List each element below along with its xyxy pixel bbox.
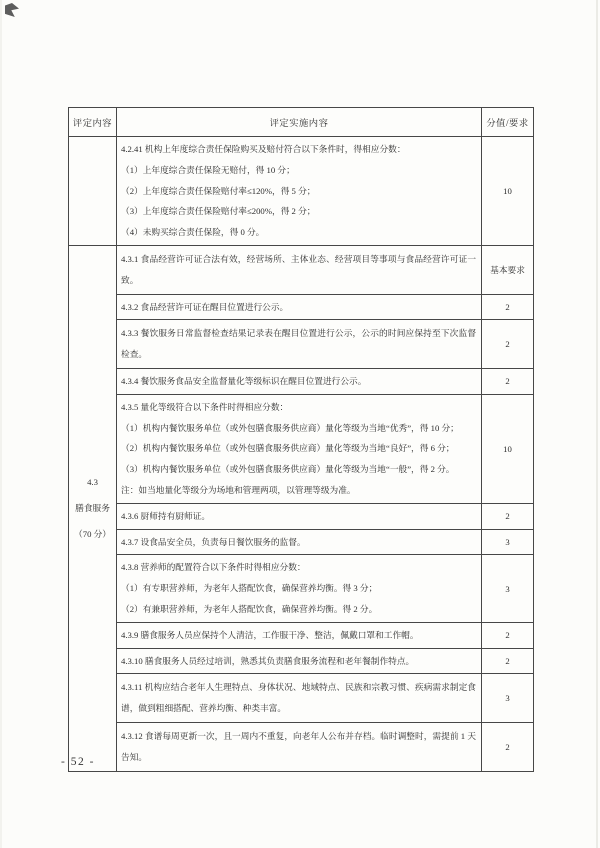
row-line: （2）上年度综合责任保险赔付率≤120%，得 5 分； (121, 185, 316, 196)
row-score: 2 (505, 301, 510, 312)
row-line: 4.3.4 餐饮服务食品安全监督量化等级标识在醒目位置进行公示。 (121, 375, 367, 386)
table-row (117, 673, 533, 722)
table-group (69, 245, 533, 771)
row-content (117, 555, 482, 621)
row-content (117, 723, 482, 771)
row-content (117, 246, 482, 294)
row-line: （1）有专职营养师，为老年人搭配饮食，确保营养均衡。得 3 分； (121, 583, 378, 594)
row-line: 4.3.2 食品经营许可证在醒目位置进行公示。 (121, 301, 289, 312)
table-row (117, 529, 533, 555)
header-evaluation-content: 评定内容 (69, 108, 117, 136)
row-content (117, 649, 482, 674)
row-score: 2 (505, 511, 510, 522)
group-label-line: （70 分） (74, 529, 111, 540)
row-score: 3 (505, 693, 510, 704)
table-row (117, 622, 533, 648)
row-line: 4.3.1 食品经营许可证合法有效，经营场所、主体业态、经营项目等事项与食品经营许可证一致。 (121, 253, 476, 285)
row-line: 4.3.12 食谱每周更新一次，且一周内不重复，向老年人公布并存档。临时调整时，需提前 1 天告知。 (121, 730, 476, 762)
group-rows (117, 137, 533, 245)
row-line: 4.3.8 营养师的配置符合以下条件时得相应分数： (121, 562, 306, 573)
row-content (117, 674, 482, 722)
row-line: 4.3.10 膳食服务人员经过培训，熟悉其负责膳食服务流程和老年餐制作特点。 (121, 655, 415, 666)
page-number: - 52 - (61, 756, 95, 768)
row-content (117, 137, 482, 245)
group-label (69, 137, 117, 245)
row-score: 10 (503, 443, 512, 454)
group-label (69, 246, 117, 771)
scan-edge-right (596, 0, 598, 848)
row-content (117, 295, 482, 320)
row-score: 2 (505, 339, 510, 350)
evaluation-table (68, 107, 534, 772)
row-content (117, 623, 482, 648)
table-row (117, 319, 533, 368)
table-row (117, 246, 533, 294)
row-score: 2 (505, 741, 510, 752)
header-score-requirement: 分值/要求 (486, 119, 529, 129)
row-line: （4）未购买综合责任保险，得 0 分。 (121, 227, 265, 238)
row-line: （3）上年度综合责任保险赔付率≤200%，得 2 分； (121, 206, 316, 217)
table-header-row (69, 108, 533, 137)
row-line: （3）机构内餐饮服务单位（或外包膳食服务供应商）量化等级为当地“一般”，得 2 分。 (121, 464, 455, 475)
row-score: 2 (505, 655, 510, 666)
table-group (69, 137, 533, 245)
row-line: 4.3.7 设食品安全员，负责每日餐饮服务的监督。 (121, 536, 306, 547)
table-row (117, 394, 533, 503)
row-content (117, 530, 482, 555)
group-label-line: 4.3 (87, 477, 98, 488)
scan-edge-left (0, 0, 2, 848)
table-row (117, 722, 533, 771)
row-line: 4.3.3 餐饮服务日常监督检查结果记录表在醒目位置进行公示，公示的时间应保持至下次监督检查。 (121, 328, 476, 360)
row-line: （2）有兼职营养师，为老年人搭配饮食，确保营养均衡。得 2 分。 (121, 603, 378, 614)
table-row (117, 137, 533, 245)
row-content (117, 395, 482, 503)
table-row (117, 368, 533, 394)
row-line: 注：如当地量化等级分为场地和管理两项，以管理等级为准。 (121, 484, 356, 495)
scan-smudge (5, 3, 19, 17)
row-line: （1）机构内餐饮服务单位（或外包膳食服务供应商）量化等级为当地“优秀”，得 10 分； (121, 422, 459, 433)
row-score: 10 (503, 185, 512, 196)
group-label-line: 膳食服务 (75, 503, 110, 514)
row-line: 4.3.11 机构应结合老年人生理特点、身体状况、地域特点、民族和宗教习惯、疾病需求制定食谱，做到粗细搭配、营养均衡、种类丰富。 (121, 682, 476, 714)
row-content (117, 504, 482, 529)
header-implementation-content: 评定实施内容 (117, 108, 482, 136)
row-line: 4.2.41 机构上年度综合责任保险购买及赔付符合以下条件时，得相应分数： (121, 144, 406, 154)
row-score: 3 (505, 536, 510, 547)
row-content (117, 320, 482, 368)
table-row (117, 294, 533, 320)
row-line: （2）机构内餐饮服务单位（或外包膳食服务供应商）量化等级为当地“良好”，得 6 分； (121, 443, 455, 454)
row-score: 基本要求 (490, 264, 525, 275)
group-rows (117, 246, 533, 771)
table-body (69, 137, 533, 771)
row-line: 4.3.9 膳食服务人员应保持个人清洁，工作服干净、整洁，佩戴口罩和工作帽。 (121, 629, 419, 640)
row-content (117, 369, 482, 394)
row-score: 2 (505, 630, 510, 641)
table-row (117, 503, 533, 529)
table-row (117, 554, 533, 621)
row-score: 3 (505, 583, 510, 594)
row-score: 2 (505, 376, 510, 387)
row-line: （1）上年度综合责任保险无赔付，得 10 分； (121, 164, 295, 175)
row-line: 4.3.5 量化等级符合以下条件时得相应分数： (121, 401, 289, 412)
row-line: 4.3.6 厨师持有厨师证。 (121, 510, 211, 521)
table-row (117, 648, 533, 674)
